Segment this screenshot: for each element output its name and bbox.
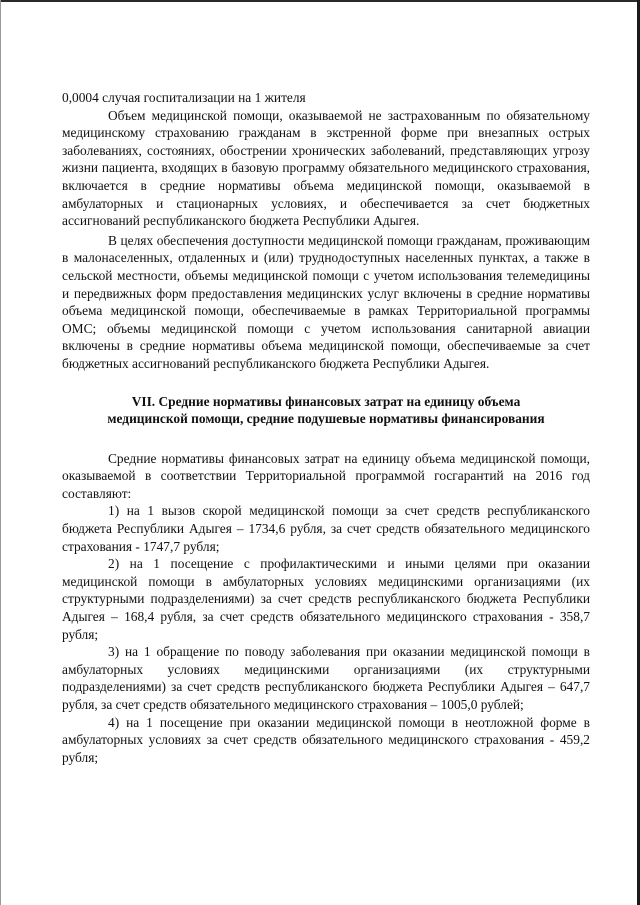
document-page bbox=[62, 89, 590, 766]
paragraph-costs-intro: Средние нормативы финансовых затрат на единицу объема медицинской помощи, оказываемой в соответствии Территориальной программой госгарантий на 2016 год составляют: bbox=[62, 450, 590, 501]
intro-line: 0,0004 случая госпитализации на 1 жителя bbox=[62, 90, 306, 105]
section-heading: VII. Средние нормативы финансовых затрат на единицу объема медицинской помощи, средние подушевые нормативы финансирования bbox=[107, 393, 545, 427]
list-item-3: 3) на 1 обращение по поводу заболевания при оказании медицинской помощи в амбулаторных условиях медицинскими организациями (их структурными подразделениями) за счет средств республиканского бюджета Республики Адыгея – 647,7 рубля, за счет средств обязательного медицинского страхования – 1005,0 рублей; bbox=[62, 644, 590, 712]
paragraph-access: В целях обеспечения доступности медицинской помощи гражданам, проживающим в малонаселенных, отдаленных и (или) труднодоступных населенных пунктах, а также в сельской местности, объемы медицинской помощи с учетом использования телемедицины и передвижных форм предоставления медицинских услуг включены в средние нормативы объема медицинской помощи, обеспечиваемые в рамках Территориальной программы ОМС; объемы медицинской помощи с учетом использования санитарной авиации включены в средние нормативы объема медицинской помощи, обеспечиваемые за счет бюджетных ассигнований республиканского бюджета Республики Адыгея. bbox=[62, 232, 590, 371]
list-item-2: 2) на 1 посещение с профилактическими и иными целями при оказании медицинской помощи в амбулаторных условиях медицинскими организациями (их структурными подразделениями) за счет средств республиканского бюджета Республики Адыгея – 168,4 рубля, за счет средств обязательного медицинского страхования - 358,7 рубля; bbox=[62, 556, 590, 642]
list-item-4: 4) на 1 посещение при оказании медицинской помощи в неотложной форме в амбулаторных условиях за счет средств обязательного медицинского страхования - 459,2 рубля; bbox=[62, 714, 590, 765]
list-item-1: 1) на 1 вызов скорой медицинской помощи за счет средств республиканского бюджета Республики Адыгея – 1734,6 рубля, за счет средств обязательного медицинского страхования - 1747,7 рубля; bbox=[62, 503, 590, 554]
scan-edge-top bbox=[0, 0, 640, 2]
scan-edge-left bbox=[0, 0, 1, 905]
paragraph-uninsured: Объем медицинской помощи, оказываемой не застрахованным по обязательному медицинскому страхованию гражданам в экстренной форме при внезапных острых заболеваниях, состояниях, обострении хронических заболеваний, представляющих угрозу жизни пациента, входящих в базовую программу обязательного медицинского страхования, включается в средние нормативы объема медицинской помощи, оказываемой в амбулаторных и стационарных условиях, и обеспечивается за счет бюджетных ассигнований республиканского бюджета Республики Адыгея. bbox=[62, 107, 590, 229]
